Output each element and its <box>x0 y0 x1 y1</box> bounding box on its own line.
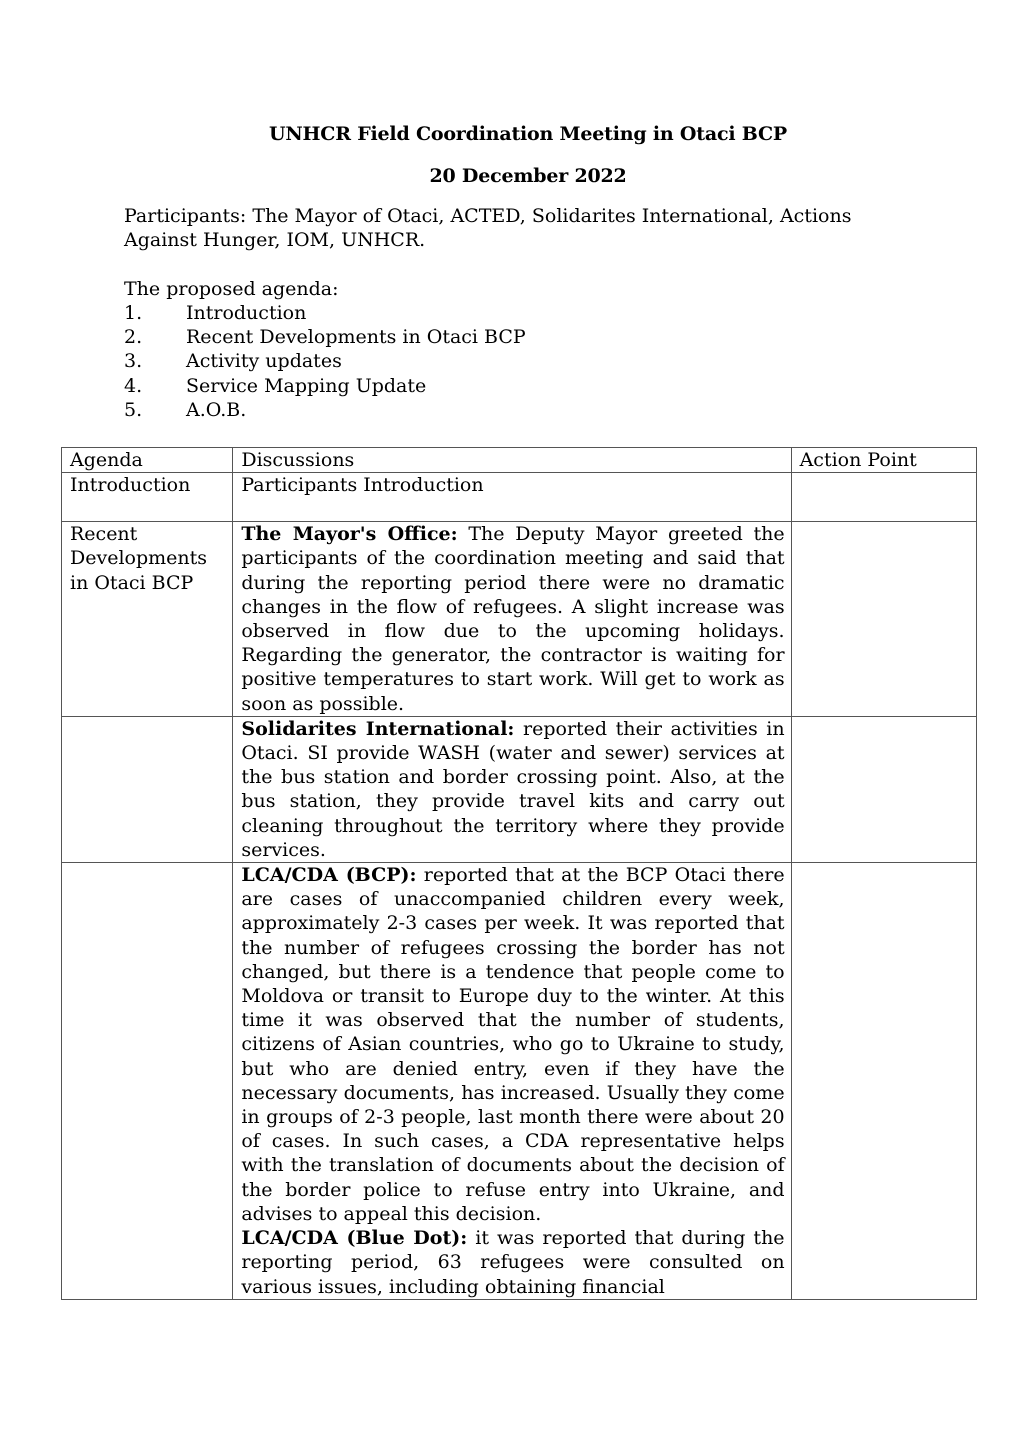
discussion-text: The Deputy Mayor greeted the participants of the coordination meeting and said that during the reporting period there were no dramatic changes in the flow of refugees. A slight increase was observed in flow due to the upcoming holidays. Regarding the generator, the contractor is waiting for positive temperatures to start work. Will get to work as soon as possible. <box>241 523 785 715</box>
participants-paragraph: Participants: The Mayor of Otaci, ACTED, Solidarites International, Actions Against Hunger, IOM, UNHCR. <box>124 205 852 251</box>
agenda-list <box>124 301 526 422</box>
action-point-cell <box>791 716 976 862</box>
table-header-row <box>62 448 977 473</box>
discussion-text: reported that at the BCP Otaci there are cases of unaccompanied children every week, approximately 2-3 cases per week. It was reported that the number of refugees crossing the border has not changed, but there is a tendence that people come to Moldova or transit to Europe duy to the winter. At this time it was observed that the number of students, citizens of Asian countries, who go to Ukraine to study, but who are denied entry, even if they have the necessary documents, has increased. Usually they come in groups of 2-3 people, last month there were about 20 of cases. In such cases, a CDA representative helps with the translation of documents about the decision of the border police to refuse entry into Ukraine, and advises to appeal this decision. <box>241 864 785 1225</box>
agenda-cell <box>62 716 233 862</box>
speaker-label: LCA/CDA (Blue Dot): <box>241 1227 468 1250</box>
agenda-cell <box>62 863 233 1300</box>
agenda-intro: The proposed agenda: <box>124 278 339 300</box>
header-discussions: Discussions <box>233 448 791 473</box>
header-agenda: Agenda <box>62 448 233 473</box>
table-row <box>62 473 977 522</box>
speaker-label: The Mayor's Office: <box>241 523 458 546</box>
discussion-text: it was reported that during the reporting period, 63 refugees were consulted on various issues, including obtaining financial <box>241 1227 785 1298</box>
agenda-item: 4. Service Mapping Update <box>124 374 427 397</box>
document-title: UNHCR Field Coordination Meeting in Otaci BCP <box>269 123 787 145</box>
header-action-point: Action Point <box>791 448 976 473</box>
table-row <box>62 522 977 717</box>
agenda-item: 2. Recent Developments in Otaci BCP <box>124 326 526 349</box>
agenda-cell: Introduction <box>62 473 233 522</box>
action-point-cell <box>791 522 976 717</box>
discussion-cell <box>233 522 791 717</box>
action-point-cell <box>791 863 976 1300</box>
speaker-label: LCA/CDA (BCP): <box>241 864 417 887</box>
table-row <box>62 716 977 862</box>
agenda-item: 5. A.O.B. <box>124 398 247 421</box>
document-date: 20 December 2022 <box>429 165 627 187</box>
agenda-item: 1. Introduction <box>124 302 307 324</box>
agenda-item: 3. Activity updates <box>124 350 342 373</box>
agenda-cell: Recent Developments in Otaci BCP <box>62 522 233 717</box>
table-row <box>62 863 977 1300</box>
discussion-cell <box>233 863 791 1300</box>
minutes-table <box>61 447 977 1300</box>
discussion-text: reported their activities in Otaci. SI provide WASH (water and sewer) services at the bus station and border crossing point. Also, at the bus station, they provide travel kits and carry out cleaning throughout the territory where they provide services. <box>241 717 785 861</box>
action-point-cell <box>791 473 976 522</box>
discussion-cell: Participants Introduction <box>233 473 791 522</box>
speaker-label: Solidarites International: <box>241 717 515 740</box>
discussion-cell <box>233 716 791 862</box>
